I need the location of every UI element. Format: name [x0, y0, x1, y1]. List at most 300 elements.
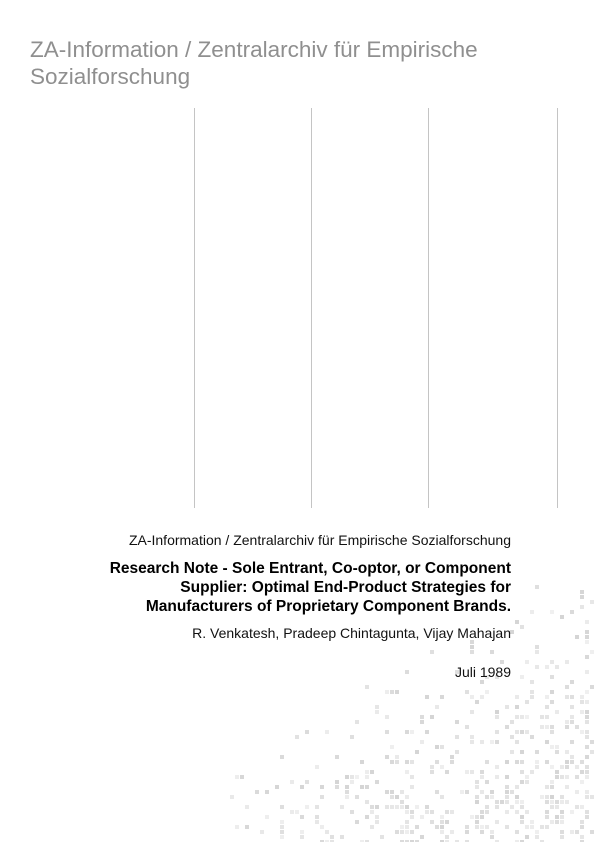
pattern-dot	[480, 740, 484, 744]
pattern-dot	[470, 710, 474, 714]
pattern-dot	[585, 730, 589, 734]
pattern-dot	[375, 710, 379, 714]
pattern-dot	[300, 785, 304, 789]
pattern-dot	[305, 805, 309, 809]
pattern-dot	[525, 810, 529, 814]
pattern-dot	[350, 810, 354, 814]
pattern-dot	[495, 740, 499, 744]
pattern-dot	[565, 800, 569, 804]
pattern-dot	[530, 690, 534, 694]
pattern-dot	[435, 705, 439, 709]
pattern-dot	[570, 830, 574, 834]
pattern-dot	[375, 805, 379, 809]
pattern-dot	[585, 765, 589, 769]
pattern-dot	[495, 820, 499, 824]
pattern-dot	[335, 785, 339, 789]
pattern-dot	[230, 795, 234, 799]
pattern-dot	[345, 790, 349, 794]
pattern-dot	[525, 660, 529, 664]
pattern-dot	[515, 785, 519, 789]
pattern-dot	[265, 815, 269, 819]
pattern-dot	[350, 735, 354, 739]
pattern-dot	[495, 730, 499, 734]
pattern-dot	[545, 665, 549, 669]
pattern-dot	[545, 725, 549, 729]
pattern-dot	[430, 820, 434, 824]
pattern-dot	[515, 760, 519, 764]
pattern-dot	[575, 830, 579, 834]
pattern-dot	[425, 810, 429, 814]
pattern-dot	[475, 815, 479, 819]
pattern-dot	[440, 815, 444, 819]
pattern-dot	[560, 815, 564, 819]
pattern-dot	[555, 710, 559, 714]
pattern-dot	[440, 795, 444, 799]
pattern-dot	[570, 720, 574, 724]
pattern-dot	[585, 710, 589, 714]
pattern-dot	[515, 715, 519, 719]
pattern-dot	[550, 820, 554, 824]
pattern-dot	[580, 700, 584, 704]
pattern-dot	[235, 775, 239, 779]
pattern-dot	[345, 795, 349, 799]
pattern-dot	[385, 715, 389, 719]
pattern-dot	[585, 635, 589, 639]
pattern-dot	[585, 670, 589, 674]
pattern-dot	[510, 805, 514, 809]
pattern-dot	[240, 775, 244, 779]
pattern-dot	[515, 705, 519, 709]
pattern-dot	[435, 760, 439, 764]
pattern-dot	[575, 790, 579, 794]
pattern-dot	[475, 780, 479, 784]
pattern-dot	[550, 700, 554, 704]
pattern-dot	[395, 795, 399, 799]
pattern-dot	[480, 810, 484, 814]
pattern-dot	[570, 810, 574, 814]
pattern-dot	[405, 825, 409, 829]
pattern-dot	[425, 695, 429, 699]
pattern-dot	[565, 765, 569, 769]
pattern-dot	[550, 800, 554, 804]
pattern-dot	[550, 730, 554, 734]
pattern-dot	[545, 815, 549, 819]
pattern-dot	[520, 675, 524, 679]
pattern-dot	[530, 610, 534, 614]
pattern-dot	[510, 720, 514, 724]
pattern-dot	[395, 690, 399, 694]
publication-date: Juli 1989	[454, 664, 511, 680]
pattern-dot	[295, 735, 299, 739]
pattern-dot	[465, 690, 469, 694]
pattern-dot	[465, 790, 469, 794]
pattern-dot	[275, 785, 279, 789]
pattern-dot	[450, 755, 454, 759]
pattern-dot	[585, 735, 589, 739]
pattern-dot	[535, 760, 539, 764]
pattern-dot	[440, 765, 444, 769]
pattern-dot	[585, 655, 589, 659]
pattern-dot	[585, 720, 589, 724]
pattern-dot	[585, 640, 589, 644]
pattern-dot	[355, 795, 359, 799]
pattern-dot	[455, 750, 459, 754]
pattern-dot	[410, 775, 414, 779]
pattern-dot	[580, 780, 584, 784]
pattern-dot	[560, 775, 564, 779]
pattern-dot	[575, 725, 579, 729]
pattern-dot	[465, 770, 469, 774]
pattern-dot	[560, 765, 564, 769]
pattern-dot	[555, 665, 559, 669]
pattern-dot	[580, 805, 584, 809]
pattern-dot	[465, 825, 469, 829]
pattern-dot	[440, 825, 444, 829]
pattern-dot	[555, 820, 559, 824]
pattern-dot	[565, 695, 569, 699]
pattern-dot	[515, 810, 519, 814]
pattern-dot	[460, 790, 464, 794]
pattern-dot	[580, 695, 584, 699]
pattern-dot	[485, 690, 489, 694]
pattern-dot	[580, 590, 584, 594]
pattern-dot	[520, 760, 524, 764]
pattern-dot	[280, 825, 284, 829]
pattern-dot	[510, 735, 514, 739]
pattern-dot	[300, 815, 304, 819]
pattern-dot	[350, 780, 354, 784]
pattern-dot	[260, 830, 264, 834]
pattern-dot	[420, 835, 424, 839]
pattern-dot	[580, 770, 584, 774]
pattern-dot	[330, 835, 334, 839]
pattern-dot	[535, 750, 539, 754]
pattern-dot	[585, 810, 589, 814]
pattern-dot	[365, 815, 369, 819]
pattern-dot	[315, 820, 319, 824]
pattern-dot	[490, 790, 494, 794]
pattern-dot	[485, 795, 489, 799]
title-line-2: Supplier: Optimal End-Product Strategies for	[180, 579, 511, 596]
pattern-dot	[390, 760, 394, 764]
pattern-dot	[385, 790, 389, 794]
pattern-dot	[470, 815, 474, 819]
pattern-dot	[370, 805, 374, 809]
pattern-dot	[280, 835, 284, 839]
document-title	[31, 559, 511, 616]
pattern-dot	[580, 825, 584, 829]
pattern-dot	[590, 740, 594, 744]
pattern-dot	[585, 630, 589, 634]
pattern-dot	[425, 805, 429, 809]
pattern-dot	[305, 730, 309, 734]
pattern-dot	[390, 690, 394, 694]
pattern-dot	[550, 660, 554, 664]
pattern-dot	[365, 800, 369, 804]
pattern-dot	[400, 805, 404, 809]
pattern-dot	[440, 745, 444, 749]
pattern-dot	[535, 645, 539, 649]
title-line-1: Research Note - Sole Entrant, Co-optor, or Component	[109, 560, 511, 577]
pattern-dot	[415, 825, 419, 829]
pattern-dot	[550, 795, 554, 799]
pattern-dot	[555, 745, 559, 749]
vertical-rule-4	[557, 108, 558, 508]
pattern-dot	[500, 800, 504, 804]
pattern-dot	[305, 780, 309, 784]
pattern-dot	[315, 815, 319, 819]
pattern-dot	[505, 705, 509, 709]
pattern-dot	[405, 760, 409, 764]
pattern-dot	[540, 795, 544, 799]
pattern-dot	[520, 730, 524, 734]
pattern-dot	[585, 715, 589, 719]
pattern-dot	[320, 795, 324, 799]
pattern-dot	[480, 825, 484, 829]
pattern-dot	[440, 695, 444, 699]
pattern-dot	[505, 795, 509, 799]
pattern-dot	[410, 830, 414, 834]
pattern-dot	[525, 825, 529, 829]
pattern-dot	[475, 825, 479, 829]
pattern-dot	[385, 755, 389, 759]
pattern-dot	[495, 800, 499, 804]
pattern-dot	[550, 780, 554, 784]
pattern-dot	[485, 805, 489, 809]
pattern-dot	[530, 820, 534, 824]
pattern-dot	[405, 770, 409, 774]
pattern-dot	[390, 795, 394, 799]
pattern-dot	[540, 825, 544, 829]
pattern-dot	[520, 625, 524, 629]
pattern-dot	[530, 825, 534, 829]
pattern-dot	[545, 795, 549, 799]
pattern-dot	[405, 795, 409, 799]
pattern-dot	[535, 830, 539, 834]
pattern-dot	[485, 780, 489, 784]
pattern-dot	[475, 785, 479, 789]
pattern-dot	[580, 835, 584, 839]
pattern-dot	[480, 695, 484, 699]
pattern-dot	[560, 810, 564, 814]
pattern-dot	[445, 810, 449, 814]
pattern-dot	[340, 805, 344, 809]
pattern-dot	[580, 605, 584, 609]
pattern-dot	[325, 730, 329, 734]
pattern-dot	[495, 805, 499, 809]
pattern-dot	[545, 695, 549, 699]
pattern-dot	[335, 755, 339, 759]
pattern-dot	[495, 765, 499, 769]
pattern-dot	[505, 790, 509, 794]
pattern-dot	[445, 770, 449, 774]
pattern-dot	[570, 680, 574, 684]
pattern-dot	[555, 800, 559, 804]
pattern-dot	[545, 760, 549, 764]
pattern-dot	[390, 790, 394, 794]
pattern-dot	[490, 835, 494, 839]
pattern-dot	[550, 745, 554, 749]
pattern-dot	[280, 830, 284, 834]
pattern-dot	[545, 825, 549, 829]
pattern-dot	[520, 750, 524, 754]
pattern-dot	[510, 750, 514, 754]
pattern-dot	[325, 830, 329, 834]
pattern-dot	[535, 765, 539, 769]
pattern-dot	[245, 825, 249, 829]
pattern-dot	[530, 680, 534, 684]
pattern-dot	[515, 730, 519, 734]
pattern-dot	[550, 805, 554, 809]
pattern-dot	[335, 780, 339, 784]
pattern-dot	[395, 830, 399, 834]
pattern-dot	[295, 810, 299, 814]
pattern-dot	[525, 775, 529, 779]
pattern-dot	[570, 610, 574, 614]
pattern-dot	[585, 620, 589, 624]
pattern-dot	[385, 690, 389, 694]
document-meta	[31, 531, 511, 681]
pattern-dot	[395, 755, 399, 759]
pattern-dot	[320, 825, 324, 829]
pattern-dot	[440, 820, 444, 824]
pattern-dot	[565, 750, 569, 754]
pattern-dot	[495, 715, 499, 719]
pattern-dot	[515, 830, 519, 834]
pattern-dot	[555, 750, 559, 754]
pattern-dot	[400, 825, 404, 829]
pattern-dot	[505, 800, 509, 804]
pattern-dot	[545, 740, 549, 744]
pattern-dot	[520, 805, 524, 809]
pattern-dot	[505, 760, 509, 764]
pattern-dot	[510, 790, 514, 794]
pattern-dot	[545, 810, 549, 814]
pattern-dot	[370, 825, 374, 829]
pattern-dot	[555, 770, 559, 774]
pattern-dot	[560, 835, 564, 839]
pattern-dot	[550, 675, 554, 679]
pattern-dot	[530, 695, 534, 699]
pattern-dot	[490, 740, 494, 744]
pattern-dot	[570, 760, 574, 764]
pattern-dot	[555, 805, 559, 809]
pattern-dot	[585, 770, 589, 774]
pattern-dot	[360, 785, 364, 789]
pattern-dot	[535, 835, 539, 839]
pattern-dot	[385, 805, 389, 809]
vertical-rule-3	[428, 108, 429, 508]
pattern-dot	[535, 585, 539, 589]
pattern-dot	[590, 650, 594, 654]
pattern-dot	[405, 830, 409, 834]
pattern-dot	[430, 715, 434, 719]
pattern-dot	[490, 795, 494, 799]
pattern-dot	[585, 775, 589, 779]
pattern-dot	[570, 755, 574, 759]
pattern-dot	[430, 770, 434, 774]
pattern-dot	[450, 830, 454, 834]
pattern-dot	[420, 740, 424, 744]
pattern-dot	[445, 820, 449, 824]
pattern-dot	[465, 830, 469, 834]
pattern-dot	[525, 835, 529, 839]
pattern-dot	[455, 735, 459, 739]
pattern-dot	[525, 715, 529, 719]
pattern-dot	[570, 715, 574, 719]
pattern-dot	[480, 775, 484, 779]
pattern-dot	[505, 725, 509, 729]
pattern-dot	[535, 665, 539, 669]
pattern-dot	[375, 820, 379, 824]
pattern-dot	[480, 815, 484, 819]
pattern-dot	[470, 770, 474, 774]
pattern-dot	[560, 795, 564, 799]
pattern-dot	[300, 835, 304, 839]
pattern-dot	[505, 785, 509, 789]
pattern-dot	[490, 830, 494, 834]
pattern-dot	[560, 830, 564, 834]
pattern-dot	[390, 805, 394, 809]
pattern-dot	[570, 695, 574, 699]
pattern-dot	[585, 755, 589, 759]
pattern-dot	[485, 810, 489, 814]
pattern-dot	[590, 795, 594, 799]
pattern-dot	[465, 725, 469, 729]
pattern-dot	[425, 730, 429, 734]
pattern-dot	[290, 780, 294, 784]
pattern-dot	[540, 715, 544, 719]
pattern-dot	[475, 795, 479, 799]
pattern-dot	[575, 775, 579, 779]
pattern-dot	[480, 830, 484, 834]
pattern-dot	[555, 775, 559, 779]
pattern-dot	[550, 690, 554, 694]
pattern-dot	[410, 810, 414, 814]
pattern-dot	[450, 760, 454, 764]
pattern-dot	[580, 730, 584, 734]
pattern-dot	[570, 740, 574, 744]
pattern-dot	[360, 760, 364, 764]
pattern-dot	[495, 775, 499, 779]
pattern-dot	[485, 760, 489, 764]
pattern-dot	[410, 785, 414, 789]
pattern-dot	[565, 660, 569, 664]
pattern-dot	[315, 765, 319, 769]
pattern-dot	[420, 720, 424, 724]
pattern-dot	[480, 770, 484, 774]
pattern-dot	[525, 780, 529, 784]
pattern-dot	[415, 805, 419, 809]
pattern-dot	[415, 750, 419, 754]
pattern-dot	[520, 780, 524, 784]
pattern-dot	[585, 815, 589, 819]
pattern-dot	[565, 775, 569, 779]
pattern-dot	[315, 805, 319, 809]
pattern-dot	[515, 695, 519, 699]
pattern-dot	[530, 735, 534, 739]
pattern-dot	[520, 770, 524, 774]
pattern-dot	[410, 815, 414, 819]
pattern-dot	[585, 745, 589, 749]
pattern-dot	[565, 720, 569, 724]
pattern-dot	[505, 825, 509, 829]
pattern-dot	[435, 790, 439, 794]
pattern-dot	[585, 700, 589, 704]
pattern-dot	[245, 805, 249, 809]
pattern-dot	[580, 710, 584, 714]
pattern-dot	[485, 825, 489, 829]
